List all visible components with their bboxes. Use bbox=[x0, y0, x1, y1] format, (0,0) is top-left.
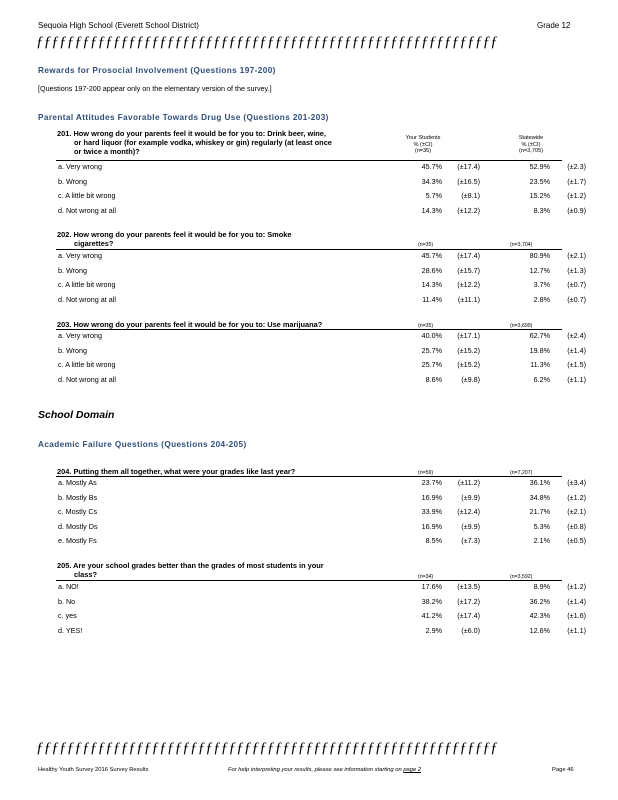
school-domain-title: School Domain bbox=[38, 409, 115, 421]
statewide-percent: 52.9% bbox=[529, 162, 550, 171]
answer-label: a. Very wrong bbox=[58, 251, 102, 260]
your-students-percent: 14.3% bbox=[421, 205, 442, 215]
statewide-ci: (±1.1) bbox=[567, 625, 586, 635]
statewide-percent: 2.1% bbox=[533, 536, 550, 546]
answer-label: c. A little bit wrong bbox=[58, 280, 116, 290]
table-row bbox=[58, 478, 586, 494]
answer-label: b. Mostly Bs bbox=[58, 492, 98, 502]
answer-label: e. Mostly Fs bbox=[58, 536, 97, 546]
statewide-ci: (±1.4) bbox=[567, 345, 586, 355]
grade-label: Grade 12 bbox=[537, 21, 571, 30]
table-row bbox=[58, 176, 586, 193]
statewide-percent: 36.1% bbox=[529, 478, 550, 487]
statewide-ci: (±0.7) bbox=[567, 280, 586, 290]
your-students-percent: 41.2% bbox=[421, 611, 442, 621]
section-title-parental: Parental Attitudes Favorable Towards Drug Use (Questions 201-203) bbox=[38, 113, 329, 122]
your-students-ci: (±12.2) bbox=[457, 205, 480, 215]
answer-label: a. Mostly As bbox=[58, 478, 97, 487]
statewide-percent: 12.6% bbox=[529, 625, 550, 635]
answer-label: b. Wrong bbox=[58, 265, 88, 275]
statewide-percent: 19.8% bbox=[529, 345, 550, 355]
statewide-ci: (±1.2) bbox=[567, 582, 586, 591]
table-row bbox=[58, 191, 586, 207]
your-students-ci: (±12.4) bbox=[457, 507, 480, 517]
statewide-percent: 6.2% bbox=[533, 374, 550, 384]
table-row bbox=[58, 611, 586, 627]
table-row bbox=[58, 507, 586, 523]
rewards-note: [Questions 197-200 appear only on the elementary version of the survey.] bbox=[38, 84, 272, 93]
your-students-percent: 16.9% bbox=[421, 521, 442, 531]
your-students-percent: 45.7% bbox=[421, 251, 442, 260]
question-204: 204. Putting them all together, what were your grades like last year? bbox=[57, 467, 296, 476]
table-row bbox=[58, 360, 586, 376]
answer-label: b. No bbox=[58, 596, 76, 606]
answer-label: a. Very wrong bbox=[58, 331, 102, 340]
question-203: 203. How wrong do your parents feel it would be for you to: Use marijuana? bbox=[57, 320, 323, 329]
statewide-percent: 62.7% bbox=[529, 331, 550, 340]
statewide-percent: 15.2% bbox=[529, 191, 550, 201]
your-students-ci: (±17.1) bbox=[457, 331, 480, 340]
table-row bbox=[58, 205, 586, 222]
table-row bbox=[58, 374, 586, 391]
your-students-percent: 34.3% bbox=[421, 176, 442, 186]
n-statewide: (n=3,592) bbox=[510, 574, 533, 580]
your-students-ci: (±17.4) bbox=[457, 251, 480, 260]
column-header-your-students: Your Students % (±CI) (n=35) bbox=[405, 135, 441, 154]
your-students-percent: 2.9% bbox=[425, 625, 442, 635]
table-rule bbox=[56, 580, 562, 581]
statewide-percent: 42.3% bbox=[529, 611, 550, 621]
table-row bbox=[58, 596, 586, 613]
statewide-ci: (±1.4) bbox=[567, 596, 586, 606]
your-students-ci: (±8.1) bbox=[461, 191, 480, 201]
answer-label: c. A little bit wrong bbox=[58, 360, 116, 370]
your-students-percent: 28.6% bbox=[421, 265, 442, 275]
statewide-ci: (±0.8) bbox=[567, 521, 586, 531]
your-students-ci: (±11.1) bbox=[457, 294, 480, 304]
your-students-ci: (±7.3) bbox=[461, 536, 480, 546]
table-row bbox=[58, 331, 586, 347]
table-row bbox=[58, 345, 586, 362]
answer-label: a. Very wrong bbox=[58, 162, 102, 171]
your-students-percent: 38.2% bbox=[421, 596, 442, 606]
decorative-rule-top: ƒƒƒƒƒƒƒƒƒƒƒƒƒƒƒƒƒƒƒƒƒƒƒƒƒƒƒƒƒƒƒƒƒƒƒƒƒƒƒƒƒƒƒƒƒƒƒƒƒƒƒƒƒƒƒƒƒƒƒƒ bbox=[36, 34, 498, 50]
statewide-ci: (±1.2) bbox=[567, 191, 586, 201]
table-row bbox=[58, 251, 586, 267]
your-students-ci: (±17.4) bbox=[457, 611, 480, 621]
table-row bbox=[58, 280, 586, 296]
your-students-ci: (±17.2) bbox=[457, 596, 480, 606]
statewide-ci: (±1.2) bbox=[567, 492, 586, 502]
question-202: 202. How wrong do your parents feel it would be for you to: Smoke cigarettes? bbox=[57, 230, 292, 248]
your-students-percent: 8.6% bbox=[425, 374, 442, 384]
statewide-percent: 23.5% bbox=[529, 176, 550, 186]
your-students-ci: (±9.9) bbox=[461, 492, 480, 502]
statewide-ci: (±2.1) bbox=[567, 507, 586, 517]
your-students-percent: 16.9% bbox=[421, 492, 442, 502]
n-statewide: (n=3,704) bbox=[510, 242, 533, 248]
answer-label: c. A little bit wrong bbox=[58, 191, 116, 201]
answer-label: b. Wrong bbox=[58, 176, 88, 186]
answer-label: d. YES! bbox=[58, 625, 83, 635]
your-students-ci: (±13.5) bbox=[457, 582, 480, 591]
answer-label: d. Not wrong at all bbox=[58, 294, 116, 304]
your-students-percent: 14.3% bbox=[421, 280, 442, 290]
statewide-percent: 2.8% bbox=[533, 294, 550, 304]
table-row bbox=[58, 582, 586, 598]
table-row bbox=[58, 294, 586, 311]
table-rule bbox=[56, 329, 562, 330]
statewide-ci: (±1.7) bbox=[567, 176, 586, 186]
n-your-students: (n=34) bbox=[418, 574, 434, 580]
school-header: Sequoia High School (Everett School District) bbox=[38, 21, 199, 30]
your-students-percent: 23.7% bbox=[421, 478, 442, 487]
answer-label: c. yes bbox=[58, 611, 77, 621]
statewide-percent: 80.9% bbox=[529, 251, 550, 260]
n-your-students: (n=35) bbox=[418, 242, 434, 248]
column-header-statewide: Statewide % (±CI) (n=3,705) bbox=[518, 135, 544, 154]
your-students-percent: 17.6% bbox=[421, 582, 442, 591]
your-students-percent: 8.5% bbox=[425, 536, 442, 546]
statewide-ci: (±2.4) bbox=[567, 331, 586, 340]
statewide-percent: 11.3% bbox=[530, 360, 550, 370]
statewide-ci: (±1.5) bbox=[567, 360, 586, 370]
table-row bbox=[58, 162, 586, 178]
statewide-percent: 3.7% bbox=[533, 280, 550, 290]
statewide-ci: (±1.1) bbox=[567, 374, 586, 384]
your-students-percent: 33.9% bbox=[421, 507, 442, 517]
your-students-percent: 5.7% bbox=[425, 191, 442, 201]
your-students-ci: (±9.9) bbox=[461, 521, 480, 531]
statewide-percent: 12.7% bbox=[529, 265, 550, 275]
statewide-percent: 8.9% bbox=[533, 582, 550, 591]
statewide-percent: 21.7% bbox=[529, 507, 550, 517]
your-students-percent: 11.4% bbox=[422, 294, 442, 304]
statewide-percent: 36.2% bbox=[529, 596, 550, 606]
table-row bbox=[58, 536, 586, 552]
statewide-ci: (±0.9) bbox=[567, 205, 586, 215]
your-students-ci: (±11.2) bbox=[457, 478, 480, 487]
footer-page-link[interactable]: page 2 bbox=[403, 767, 422, 773]
decorative-rule-bottom: ƒƒƒƒƒƒƒƒƒƒƒƒƒƒƒƒƒƒƒƒƒƒƒƒƒƒƒƒƒƒƒƒƒƒƒƒƒƒƒƒƒƒƒƒƒƒƒƒƒƒƒƒƒƒƒƒƒƒƒƒ bbox=[36, 740, 498, 756]
footer-survey-name: Healthy Youth Survey 2016 Survey Results bbox=[38, 767, 149, 773]
n-your-students: (n=35) bbox=[418, 323, 434, 329]
section-title-academic: Academic Failure Questions (Questions 204-205) bbox=[38, 440, 247, 449]
question-201: 201. How wrong do your parents feel it would be for you to: Drink beer, wine, or hard liquor (for example vodka, whiskey or gin) regularly (at least once or twice a month)? bbox=[57, 129, 332, 156]
statewide-ci: (±2.1) bbox=[567, 251, 586, 260]
n-statewide: (n=3,699) bbox=[510, 323, 533, 329]
your-students-ci: (±6.0) bbox=[461, 625, 480, 635]
answer-label: d. Not wrong at all bbox=[58, 205, 116, 215]
your-students-ci: (±16.5) bbox=[457, 176, 480, 186]
your-students-percent: 25.7% bbox=[421, 345, 442, 355]
question-205: 205. Are your school grades better than the grades of most students in your class? bbox=[57, 561, 324, 579]
your-students-percent: 45.7% bbox=[421, 162, 442, 171]
footer-help-text: For help interpreting your results, please see information starting on page 2 bbox=[228, 767, 422, 773]
your-students-ci: (±9.8) bbox=[461, 374, 480, 384]
your-students-ci: (±15.2) bbox=[457, 360, 480, 370]
table-rule bbox=[56, 476, 562, 477]
table-rule bbox=[56, 160, 562, 161]
table-row bbox=[58, 265, 586, 282]
statewide-ci: (±0.5) bbox=[567, 536, 586, 546]
table-rule bbox=[56, 249, 562, 250]
statewide-ci: (±0.7) bbox=[567, 294, 586, 304]
answer-label: b. Wrong bbox=[58, 345, 88, 355]
your-students-ci: (±15.2) bbox=[457, 345, 480, 355]
answer-label: d. Mostly Ds bbox=[58, 521, 98, 531]
statewide-percent: 34.8% bbox=[529, 492, 550, 502]
your-students-percent: 40.0% bbox=[421, 331, 442, 340]
your-students-ci: (±17.4) bbox=[457, 162, 480, 171]
answer-label: c. Mostly Cs bbox=[58, 507, 98, 517]
n-your-students: (n=59) bbox=[418, 470, 434, 476]
footer-page-number: Page 46 bbox=[552, 767, 574, 773]
statewide-percent: 8.3% bbox=[533, 205, 550, 215]
answer-label: a. NO! bbox=[58, 582, 79, 591]
your-students-percent: 25.7% bbox=[421, 360, 442, 370]
statewide-ci: (±1.6) bbox=[567, 611, 586, 621]
table-row bbox=[58, 521, 586, 538]
table-row bbox=[58, 492, 586, 509]
statewide-ci: (±2.3) bbox=[567, 162, 586, 171]
table-row bbox=[58, 625, 586, 642]
answer-label: d. Not wrong at all bbox=[58, 374, 116, 384]
statewide-percent: 5.3% bbox=[533, 521, 550, 531]
your-students-ci: (±12.2) bbox=[457, 280, 480, 290]
n-statewide: (n=7,207) bbox=[510, 470, 533, 476]
your-students-ci: (±15.7) bbox=[457, 265, 480, 275]
statewide-ci: (±3.4) bbox=[567, 478, 586, 487]
section-title-rewards: Rewards for Prosocial Involvement (Questions 197-200) bbox=[38, 66, 276, 75]
statewide-ci: (±1.3) bbox=[567, 265, 586, 275]
